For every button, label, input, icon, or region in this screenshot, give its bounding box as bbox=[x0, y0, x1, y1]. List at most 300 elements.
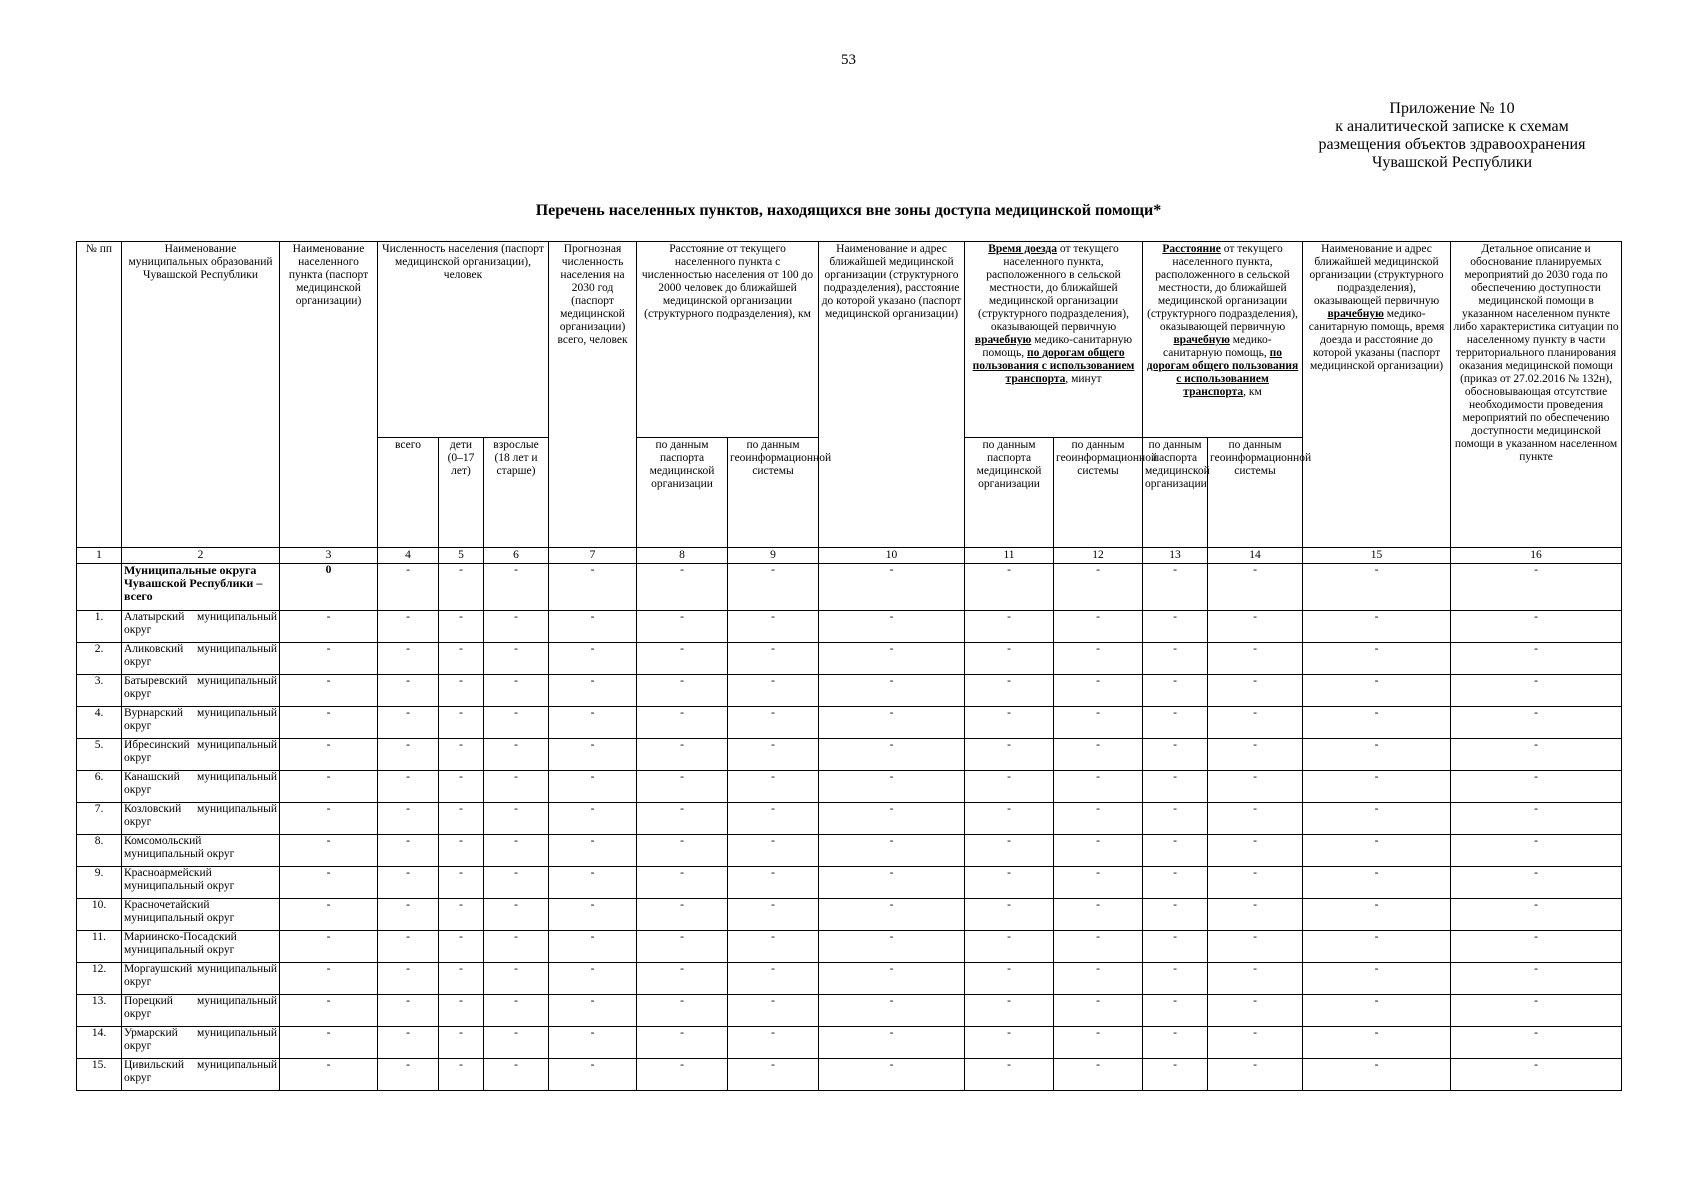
row-index: 5. bbox=[77, 739, 122, 771]
data-rows bbox=[77, 611, 1622, 1091]
table-cell: - bbox=[1208, 611, 1303, 643]
table-cell: - bbox=[637, 1027, 728, 1059]
table-cell: - bbox=[439, 675, 484, 707]
municipality-name: Канашский муниципальный округ bbox=[122, 771, 280, 803]
table-cell: - bbox=[1451, 867, 1622, 899]
table-cell: - bbox=[637, 803, 728, 835]
header-col-14: по данным геоинформационной системы bbox=[1208, 438, 1303, 548]
table-cell: - bbox=[280, 643, 378, 675]
table-cell: - bbox=[1303, 995, 1451, 1027]
header-col-5: дети (0–17 лет) bbox=[439, 438, 484, 548]
table-cell: - bbox=[637, 643, 728, 675]
table-cell: - bbox=[1054, 564, 1143, 611]
municipality-name: Урмарский муниципальный округ bbox=[122, 1027, 280, 1059]
appendix-line-3: размещения объектов здравоохранения bbox=[1318, 136, 1586, 153]
table-cell: - bbox=[439, 1027, 484, 1059]
appendix-line-1: Приложение № 10 bbox=[1389, 100, 1515, 117]
table-cell: - bbox=[484, 803, 549, 835]
table-cell: - bbox=[549, 1059, 637, 1091]
table-cell: - bbox=[280, 995, 378, 1027]
table-cell: - bbox=[1054, 675, 1143, 707]
table-cell: - bbox=[1451, 675, 1622, 707]
table-cell: - bbox=[280, 803, 378, 835]
table-cell: - bbox=[819, 675, 965, 707]
table-cell: - bbox=[1143, 611, 1208, 643]
table-row bbox=[77, 771, 1622, 803]
table-cell: - bbox=[1451, 643, 1622, 675]
table-cell: - bbox=[819, 707, 965, 739]
table-cell: - bbox=[728, 803, 819, 835]
table-cell: - bbox=[439, 611, 484, 643]
table-cell: - bbox=[378, 835, 439, 867]
table-cell: - bbox=[549, 1027, 637, 1059]
table-cell: - bbox=[280, 835, 378, 867]
page-number: 53 bbox=[841, 52, 856, 68]
table-cell: - bbox=[1303, 963, 1451, 995]
table-cell: - bbox=[549, 835, 637, 867]
municipality-name: Мариинско-Посадский муниципальный округ bbox=[122, 931, 280, 963]
column-number: 12 bbox=[1054, 548, 1143, 564]
table-cell: - bbox=[484, 963, 549, 995]
table-cell: - bbox=[637, 963, 728, 995]
appendix-line-4: Чувашской Республики bbox=[1371, 154, 1533, 171]
table-cell: - bbox=[1451, 803, 1622, 835]
header-col-15-part-1: Наименование и адрес ближайшей медицинской организации (структурного подразделения), оказывающей первичную bbox=[1309, 243, 1444, 307]
table-row bbox=[77, 803, 1622, 835]
table-cell: - bbox=[1303, 771, 1451, 803]
municipality-name: Моргаушский муниципальный округ bbox=[122, 963, 280, 995]
header-col-6: взрослые (18 лет и старше) bbox=[484, 438, 549, 548]
table-row bbox=[77, 1059, 1622, 1091]
table-cell: - bbox=[728, 963, 819, 995]
municipality-name: Порецкий муниципальный округ bbox=[122, 995, 280, 1027]
column-number: 5 bbox=[439, 548, 484, 564]
table-cell: - bbox=[439, 867, 484, 899]
table-cell: - bbox=[1303, 675, 1451, 707]
column-number: 4 bbox=[378, 548, 439, 564]
table-cell: - bbox=[819, 771, 965, 803]
table-cell: - bbox=[728, 739, 819, 771]
header-col-8-9: Расстояние от текущего населенного пункта с численностью населения от 100 до 2000 человек до ближайшей медицинской организации (структурного подразделения), км bbox=[637, 242, 819, 438]
table-cell: - bbox=[378, 963, 439, 995]
table-cell: - bbox=[965, 963, 1054, 995]
table-cell: - bbox=[549, 564, 637, 611]
header-col-11-12-part-4: медико-санитарную помощь, bbox=[982, 334, 1133, 359]
table-cell: - bbox=[637, 771, 728, 803]
table-cell: - bbox=[1303, 1027, 1451, 1059]
table-cell: - bbox=[1143, 643, 1208, 675]
table-cell: - bbox=[1054, 995, 1143, 1027]
table-cell: - bbox=[280, 675, 378, 707]
header-col-11-12-part-5: по дорогам общего пользования с использованием транспорта bbox=[972, 347, 1135, 385]
table-cell: - bbox=[1208, 675, 1303, 707]
header-col-16: Детальное описание и обоснование планируемых мероприятий до 2030 года по обеспечению доступности медицинской помощи в указанном населенном пункте либо характеристика ситуации по населенному пункту в части территориального планирования оказания медицинской помощи (приказ от 27.02.2016 № 132н), обосновывающая отсутствие необходимости проведения мероприятий по обеспечению доступности медицинской помощи в указанном населенном пункте bbox=[1451, 242, 1622, 548]
table-cell: - bbox=[1054, 643, 1143, 675]
table-cell: - bbox=[1054, 899, 1143, 931]
table-cell: - bbox=[549, 963, 637, 995]
table-cell: - bbox=[728, 771, 819, 803]
column-number: 8 bbox=[637, 548, 728, 564]
table-cell: - bbox=[549, 899, 637, 931]
table-cell: - bbox=[280, 867, 378, 899]
table-cell: - bbox=[1303, 643, 1451, 675]
table-cell: - bbox=[1054, 835, 1143, 867]
table-cell: - bbox=[1143, 1059, 1208, 1091]
table-cell: - bbox=[637, 1059, 728, 1091]
table-cell: - bbox=[1451, 899, 1622, 931]
table-cell: - bbox=[484, 771, 549, 803]
table-cell: - bbox=[1451, 739, 1622, 771]
table-cell: - bbox=[439, 739, 484, 771]
total-row-index bbox=[77, 564, 122, 611]
table-cell: - bbox=[280, 611, 378, 643]
table-cell: - bbox=[819, 963, 965, 995]
header-col-7: Прогнозная численность населения на 2030 год (паспорт медицинской организации) всего, человек bbox=[549, 242, 637, 548]
header-col-13-14-part-6: , км bbox=[1243, 386, 1262, 398]
table-cell: - bbox=[549, 931, 637, 963]
table-cell: - bbox=[484, 867, 549, 899]
table-cell: - bbox=[728, 931, 819, 963]
table-cell: - bbox=[439, 1059, 484, 1091]
municipality-name: Красноармейский муниципальный округ bbox=[122, 867, 280, 899]
header-col-13-14-part-2: от текущего населенного пункта, расположенного в сельской местности, до ближайшей медицинской организации (структурного подразделения), оказывающей первичную bbox=[1147, 243, 1298, 333]
table-cell: - bbox=[1208, 707, 1303, 739]
table-row bbox=[77, 707, 1622, 739]
table-cell: - bbox=[484, 707, 549, 739]
table-cell: - bbox=[1303, 803, 1451, 835]
row-index: 4. bbox=[77, 707, 122, 739]
table-cell: - bbox=[439, 771, 484, 803]
table-cell: - bbox=[378, 931, 439, 963]
column-number: 2 bbox=[122, 548, 280, 564]
table-cell: - bbox=[484, 899, 549, 931]
row-index: 9. bbox=[77, 867, 122, 899]
table-cell: - bbox=[1451, 995, 1622, 1027]
row-index: 14. bbox=[77, 1027, 122, 1059]
table-cell: - bbox=[484, 995, 549, 1027]
table-cell: - bbox=[1143, 931, 1208, 963]
table-cell: - bbox=[484, 1027, 549, 1059]
table-cell: - bbox=[1303, 867, 1451, 899]
table-cell: - bbox=[1451, 771, 1622, 803]
header-col-9: по данным геоинформационной системы bbox=[728, 438, 819, 548]
table-cell: - bbox=[1208, 1027, 1303, 1059]
table-cell: - bbox=[728, 611, 819, 643]
table-cell: - bbox=[549, 707, 637, 739]
table-cell: - bbox=[484, 643, 549, 675]
table-cell: - bbox=[280, 1059, 378, 1091]
table-cell: - bbox=[1143, 963, 1208, 995]
table-cell: - bbox=[1208, 564, 1303, 611]
municipality-name: Козловский муниципальный округ bbox=[122, 803, 280, 835]
table-cell: - bbox=[439, 643, 484, 675]
table-cell: - bbox=[965, 739, 1054, 771]
table-cell: - bbox=[1208, 1059, 1303, 1091]
table-cell: - bbox=[965, 803, 1054, 835]
table-cell: - bbox=[965, 835, 1054, 867]
table-cell: - bbox=[484, 1059, 549, 1091]
row-index: 2. bbox=[77, 643, 122, 675]
header-col-11-12-part-3: врачебную bbox=[974, 334, 1032, 346]
municipality-name: Комсомольский муниципальный округ bbox=[122, 835, 280, 867]
table-cell: - bbox=[484, 739, 549, 771]
table-cell: - bbox=[1208, 739, 1303, 771]
table-cell: - bbox=[280, 1027, 378, 1059]
header-col-4: всего bbox=[378, 438, 439, 548]
table-cell: - bbox=[819, 564, 965, 611]
table-cell: - bbox=[378, 707, 439, 739]
table-cell: - bbox=[549, 771, 637, 803]
table-cell: - bbox=[549, 995, 637, 1027]
table-cell: - bbox=[378, 995, 439, 1027]
table-cell: - bbox=[1303, 835, 1451, 867]
column-number-row bbox=[77, 548, 1622, 564]
row-index: 7. bbox=[77, 803, 122, 835]
column-number: 1 bbox=[77, 548, 122, 564]
row-index: 13. bbox=[77, 995, 122, 1027]
header-col-13-14 bbox=[1143, 242, 1303, 438]
table-cell: - bbox=[1054, 803, 1143, 835]
municipality-name: Красночетайский муниципальный округ bbox=[122, 899, 280, 931]
column-number: 10 bbox=[819, 548, 965, 564]
header-col-15-part-3: медико-санитарную помощь, время доезда и расстояние до которой указаны (паспорт медицинской организации) bbox=[1308, 308, 1445, 372]
table-cell: - bbox=[549, 803, 637, 835]
table-cell: - bbox=[965, 931, 1054, 963]
header-col-10: Наименование и адрес ближайшей медицинской организации (структурного подразделения), расстояние до которой указано (паспорт медицинской организации) bbox=[819, 242, 965, 548]
table-cell: - bbox=[637, 707, 728, 739]
total-row-name: Муниципальные округа Чувашской Республики – всего bbox=[122, 564, 280, 611]
table-cell: - bbox=[378, 739, 439, 771]
table-row bbox=[77, 1027, 1622, 1059]
table-cell: - bbox=[378, 611, 439, 643]
table-cell: - bbox=[1208, 867, 1303, 899]
column-number: 14 bbox=[1208, 548, 1303, 564]
table-cell: - bbox=[965, 611, 1054, 643]
table-cell: - bbox=[484, 931, 549, 963]
table-cell: - bbox=[280, 739, 378, 771]
table-cell: - bbox=[280, 899, 378, 931]
table-cell: - bbox=[965, 564, 1054, 611]
total-row bbox=[77, 564, 1622, 611]
table-cell: - bbox=[1143, 771, 1208, 803]
table-cell: - bbox=[1208, 931, 1303, 963]
table-cell: - bbox=[728, 1059, 819, 1091]
table-cell: - bbox=[439, 963, 484, 995]
table-cell: - bbox=[1303, 564, 1451, 611]
table-cell: - bbox=[280, 771, 378, 803]
table-cell: - bbox=[1451, 931, 1622, 963]
table-cell: - bbox=[378, 675, 439, 707]
table-cell: - bbox=[439, 931, 484, 963]
table-cell: - bbox=[1143, 995, 1208, 1027]
table-cell: - bbox=[819, 803, 965, 835]
table-cell: - bbox=[280, 963, 378, 995]
table-cell: - bbox=[819, 931, 965, 963]
table-cell: - bbox=[1054, 739, 1143, 771]
municipality-name: Вурнарский муниципальный округ bbox=[122, 707, 280, 739]
table-cell: - bbox=[728, 899, 819, 931]
table-cell: - bbox=[1054, 963, 1143, 995]
table-cell: - bbox=[1143, 835, 1208, 867]
table-cell: - bbox=[819, 739, 965, 771]
header-col-11: по данным паспорта медицинской организации bbox=[965, 438, 1054, 548]
table-cell: - bbox=[637, 835, 728, 867]
table-cell: - bbox=[484, 611, 549, 643]
municipality-name: Ибресинский муниципальный округ bbox=[122, 739, 280, 771]
table-cell: - bbox=[965, 675, 1054, 707]
header-col-2: Наименование муниципальных образований Чувашской Республики bbox=[122, 242, 280, 548]
table-cell: 0 bbox=[280, 564, 378, 611]
table-cell: - bbox=[728, 867, 819, 899]
table-row bbox=[77, 643, 1622, 675]
table-cell: - bbox=[1303, 899, 1451, 931]
table-cell: - bbox=[1143, 675, 1208, 707]
table-cell: - bbox=[728, 835, 819, 867]
table-row bbox=[77, 611, 1622, 643]
municipality-name: Аликовский муниципальный округ bbox=[122, 643, 280, 675]
table-cell: - bbox=[484, 564, 549, 611]
table-cell: - bbox=[1054, 611, 1143, 643]
row-index: 10. bbox=[77, 899, 122, 931]
table-cell: - bbox=[637, 995, 728, 1027]
table-cell: - bbox=[728, 675, 819, 707]
table-cell: - bbox=[1143, 739, 1208, 771]
table-cell: - bbox=[965, 1027, 1054, 1059]
row-index: 11. bbox=[77, 931, 122, 963]
table-cell: - bbox=[1054, 867, 1143, 899]
table-row bbox=[77, 835, 1622, 867]
municipality-name: Алатырский муниципальный округ bbox=[122, 611, 280, 643]
header-col-11-12 bbox=[965, 242, 1143, 438]
column-number: 7 bbox=[549, 548, 637, 564]
municipality-name: Батыревский муниципальный округ bbox=[122, 675, 280, 707]
municipality-name: Цивильский муниципальный округ bbox=[122, 1059, 280, 1091]
table-cell: - bbox=[378, 899, 439, 931]
header-col-11-12-part-6: , минут bbox=[1065, 373, 1102, 385]
table-cell: - bbox=[1303, 707, 1451, 739]
table-cell: - bbox=[1451, 963, 1622, 995]
table-row bbox=[77, 995, 1622, 1027]
table-cell: - bbox=[1208, 835, 1303, 867]
header-col-13: по данным паспорта медицинской организации bbox=[1143, 438, 1208, 548]
table-cell: - bbox=[1451, 564, 1622, 611]
row-index: 1. bbox=[77, 611, 122, 643]
table-cell: - bbox=[965, 707, 1054, 739]
header-col-8: по данным паспорта медицинской организации bbox=[637, 438, 728, 548]
table-cell: - bbox=[549, 867, 637, 899]
appendix-line-2: к аналитической записке к схемам bbox=[1335, 118, 1569, 135]
table-cell: - bbox=[819, 1027, 965, 1059]
table-cell: - bbox=[378, 771, 439, 803]
table-cell: - bbox=[484, 835, 549, 867]
table-row bbox=[77, 739, 1622, 771]
appendix-caption bbox=[1287, 100, 1617, 172]
column-number: 9 bbox=[728, 548, 819, 564]
table-cell: - bbox=[439, 707, 484, 739]
column-number: 3 bbox=[280, 548, 378, 564]
table-cell: - bbox=[1303, 1059, 1451, 1091]
header-col-11-12-part-2: от текущего населенного пункта, расположенного в сельской местности, до ближайшей медицинской организации (структурного подразделения), оказывающей первичную bbox=[978, 243, 1129, 333]
table-cell: - bbox=[637, 867, 728, 899]
column-number: 15 bbox=[1303, 548, 1451, 564]
table-cell: - bbox=[439, 835, 484, 867]
table-cell: - bbox=[1054, 707, 1143, 739]
table-cell: - bbox=[549, 739, 637, 771]
table-cell: - bbox=[1143, 867, 1208, 899]
table-cell: - bbox=[1451, 835, 1622, 867]
table-cell: - bbox=[965, 867, 1054, 899]
table-row bbox=[77, 931, 1622, 963]
table-row bbox=[77, 867, 1622, 899]
table-cell: - bbox=[728, 1027, 819, 1059]
table-cell: - bbox=[439, 803, 484, 835]
table-cell: - bbox=[965, 643, 1054, 675]
table-cell: - bbox=[1208, 803, 1303, 835]
table-cell: - bbox=[965, 771, 1054, 803]
table-cell: - bbox=[965, 995, 1054, 1027]
table-cell: - bbox=[378, 803, 439, 835]
table-cell: - bbox=[1143, 564, 1208, 611]
table-cell: - bbox=[728, 707, 819, 739]
table-row bbox=[77, 963, 1622, 995]
table-cell: - bbox=[965, 1059, 1054, 1091]
table-cell: - bbox=[378, 867, 439, 899]
table-cell: - bbox=[1143, 803, 1208, 835]
table-cell: - bbox=[1054, 931, 1143, 963]
row-index: 15. bbox=[77, 1059, 122, 1091]
table-cell: - bbox=[637, 739, 728, 771]
table-cell: - bbox=[1208, 995, 1303, 1027]
table-cell: - bbox=[1054, 1059, 1143, 1091]
column-number: 13 bbox=[1143, 548, 1208, 564]
table-cell: - bbox=[1208, 899, 1303, 931]
header-row-main bbox=[77, 242, 1622, 438]
header-col-1: № пп bbox=[77, 242, 122, 548]
table-cell: - bbox=[1208, 963, 1303, 995]
table-cell: - bbox=[1451, 611, 1622, 643]
table-cell: - bbox=[439, 899, 484, 931]
table-cell: - bbox=[484, 675, 549, 707]
header-col-11-12-part-1: Время доезда bbox=[988, 243, 1057, 255]
table-cell: - bbox=[378, 643, 439, 675]
table-cell: - bbox=[549, 611, 637, 643]
table-cell: - bbox=[378, 1059, 439, 1091]
table-cell: - bbox=[439, 995, 484, 1027]
table-cell: - bbox=[819, 867, 965, 899]
header-col-3: Наименование населенного пункта (паспорт медицинской организации) bbox=[280, 242, 378, 548]
header-col-12: по данным геоинформационной системы bbox=[1054, 438, 1143, 548]
table-cell: - bbox=[819, 899, 965, 931]
table-cell: - bbox=[728, 995, 819, 1027]
table-cell: - bbox=[1208, 643, 1303, 675]
table-cell: - bbox=[637, 931, 728, 963]
table-cell: - bbox=[1451, 707, 1622, 739]
table-cell: - bbox=[1303, 611, 1451, 643]
column-number: 11 bbox=[965, 548, 1054, 564]
table-cell: - bbox=[965, 899, 1054, 931]
header-col-4-6: Численность населения (паспорт медицинской организации), человек bbox=[378, 242, 549, 438]
settlements-table bbox=[76, 241, 1622, 1091]
table-cell: - bbox=[1054, 1027, 1143, 1059]
table-cell: - bbox=[378, 1027, 439, 1059]
table-cell: - bbox=[1143, 899, 1208, 931]
row-index: 8. bbox=[77, 835, 122, 867]
table-cell: - bbox=[439, 564, 484, 611]
header-col-13-14-part-5: по дорогам общего пользования с использованием транспорта bbox=[1146, 347, 1299, 398]
table-cell: - bbox=[1303, 739, 1451, 771]
table-cell: - bbox=[1208, 771, 1303, 803]
table-cell: - bbox=[1451, 1027, 1622, 1059]
